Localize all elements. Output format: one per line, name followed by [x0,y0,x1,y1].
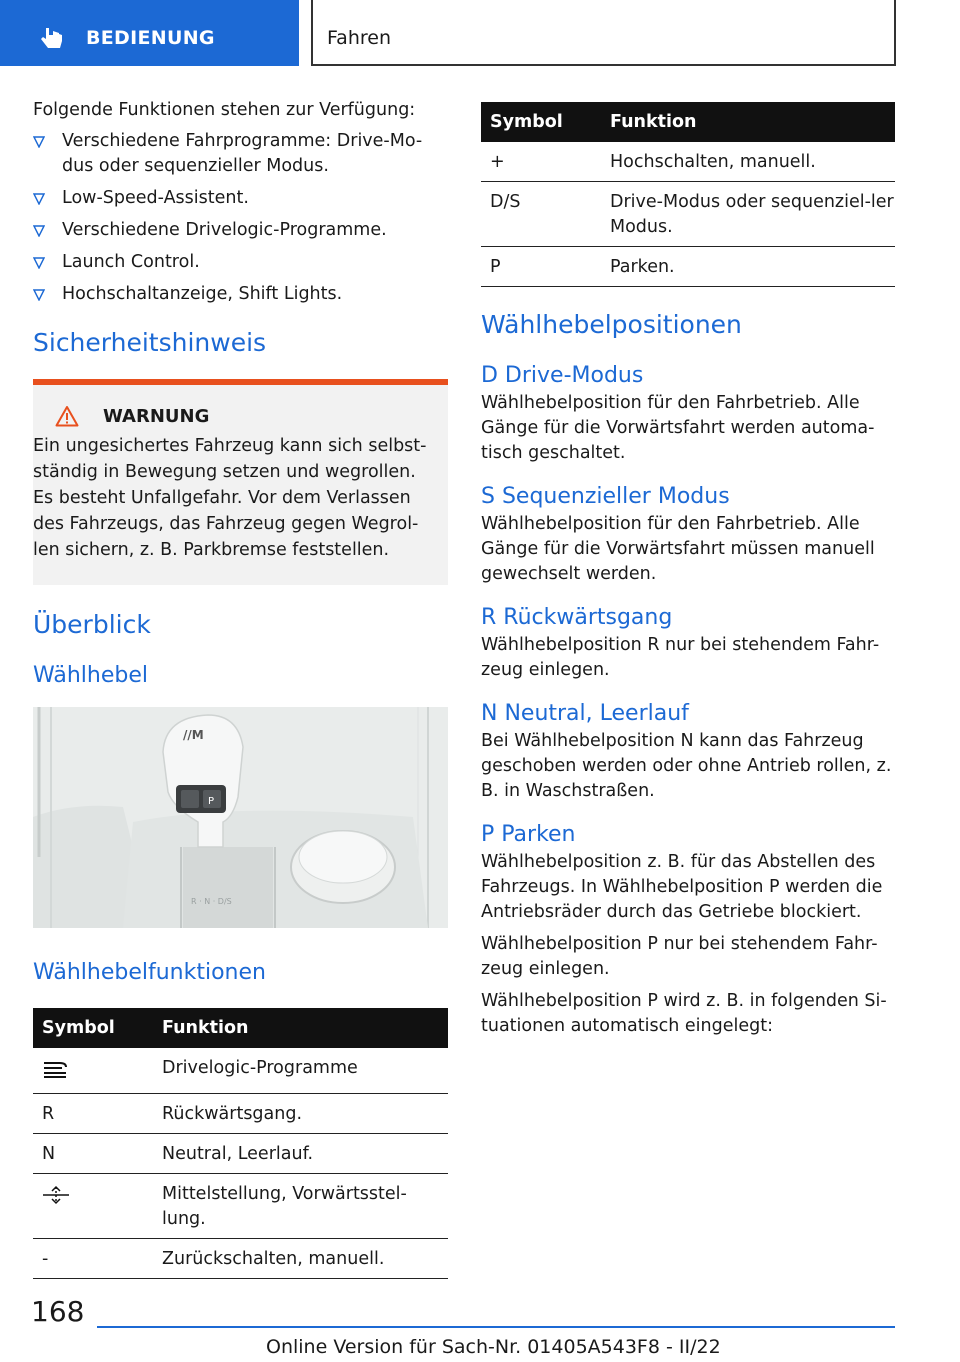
section-text-sequential: Wählhebelposition für den Fahrbetrieb. Alle Gänge für die Vorwärtsfahrt müssen manuell gewechselt werden. [481,514,875,584]
list-item: Hochschaltanzeige, Shift Lights. [33,282,448,307]
gear-lever-illustration [33,707,448,928]
right-column [481,102,895,1039]
triangle-bullet-icon [33,225,45,237]
warning-text: Ein ungesichertes Fahrzeug kann sich selbst-ständig in Bewegung setzen und wegrollen. Es besteht Unfallgefahr. Vor dem Verlassen des Fahrzeugs, das Fahrzeug gegen Wegrol-len sichern, z. B. Parkbremse feststellen. [33,436,427,560]
section-heading-sequential: S Sequenzieller Modus [481,484,730,509]
section-heading-neutral: N Neutral, Leerlauf [481,701,689,726]
functions-table-left [33,1008,448,1279]
symbol-cell: P [481,247,601,287]
lever-heading: Wählhebel [33,663,148,688]
section-text-park-1: Wählhebelposition z. B. für das Abstellen des Fahrzeugs. In Wählhebelposition P werden die Antriebsräder durch das Getriebe blockiert. [481,852,883,922]
functions-table-right [481,102,895,287]
triangle-bullet-icon [33,136,45,148]
page-number: 168 [31,1295,85,1328]
section-text-neutral: Bei Wählhebelposition N kann das Fahrzeug geschoben werden oder ohne Antrieb rollen, z. B. in Waschstraßen. [481,731,892,801]
section-text-park-2: Wählhebelposition P nur bei stehendem Fahr-zeug einlegen. [481,934,878,979]
section-text-park-3: Wählhebelposition P wird z. B. in folgenden Si-tuationen automatisch eingelegt: [481,991,887,1036]
list-item: Verschiedene Drivelogic-Programme. [33,218,448,243]
symbol-cell: - [33,1239,153,1279]
triangle-bullet-icon [33,289,45,301]
section-heading-park: P Parken [481,822,576,847]
table-row [33,1239,448,1279]
list-item: Low-Speed-Assistent. [33,186,448,211]
warning-title: WARNUNG [103,405,210,427]
table-row [33,1174,448,1239]
positions-heading: Wählhebelpositionen [481,310,742,339]
svg-text://M: //M [183,728,204,742]
safety-heading: Sicherheitshinweis [33,328,267,357]
center-position-icon [42,1185,70,1205]
warning-triangle-icon [55,405,79,427]
hand-pointer-icon [38,24,66,52]
svg-text:R · N · D/S: R · N · D/S [191,897,232,906]
symbol-cell: D/S [481,182,601,247]
table-row [33,1094,448,1134]
symbol-cell: N [33,1134,153,1174]
list-item: Launch Control. [33,250,448,275]
table-row [33,1048,448,1094]
chapter-label: BEDIENUNG [86,27,215,49]
section-tab[interactable] [311,0,896,66]
left-column [33,98,448,1279]
column-header-symbol: Symbol [481,102,601,142]
online-version-text: Online Version für Sach-Nr. 01405A543F8 - II/22 [266,1336,721,1358]
table-row [481,247,895,287]
chapter-tab[interactable] [0,0,299,66]
symbol-cell [33,1048,153,1094]
drivelogic-icon [42,1059,68,1079]
column-header-function: Funktion [601,102,895,142]
svg-text:P: P [208,796,215,807]
symbol-cell: + [481,142,601,182]
symbol-cell: R [33,1094,153,1134]
function-cell: Neutral, Leerlauf. [153,1134,448,1174]
section-text-reverse: Wählhebelposition R nur bei stehendem Fahr-zeug einlegen. [481,635,880,680]
section-heading-reverse: R Rückwärtsgang [481,605,673,630]
function-cell: Hochschalten, manuell. [601,142,895,182]
table-header-row [33,1008,448,1048]
section-heading-drive: D Drive-Modus [481,363,644,388]
function-cell: Mittelstellung, Vorwärtsstel-lung. [153,1174,448,1239]
overview-heading: Überblick [33,610,151,639]
function-cell: Drive-Modus oder sequenziel-ler Modus. [601,182,895,247]
section-label: Fahren [327,27,391,49]
function-cell: Zurückschalten, manuell. [153,1239,448,1279]
function-cell: Rückwärtsgang. [153,1094,448,1134]
page-header [0,0,960,66]
warning-header [33,405,448,427]
triangle-bullet-icon [33,257,45,269]
feature-list [33,129,448,307]
symbol-cell [33,1174,153,1239]
footer-divider [97,1326,895,1328]
table-row [481,182,895,247]
function-cell: Drivelogic-Programme [153,1048,448,1094]
table-header-row [481,102,895,142]
column-header-symbol: Symbol [33,1008,153,1048]
table-row [33,1134,448,1174]
warning-box [33,379,448,585]
list-item: Verschiedene Fahrprogramme: Drive-Mo-dus oder sequenzieller Modus. [33,129,448,179]
functions-heading: Wählhebelfunktionen [33,960,266,985]
section-text-drive: Wählhebelposition für den Fahrbetrieb. Alle Gänge für die Vorwärtsfahrt werden automa-tisch geschaltet. [481,393,875,463]
column-header-function: Funktion [153,1008,448,1048]
function-cell: Parken. [601,247,895,287]
triangle-bullet-icon [33,193,45,205]
intro-text: Folgende Funktionen stehen zur Verfügung: [33,100,416,120]
table-row [481,142,895,182]
